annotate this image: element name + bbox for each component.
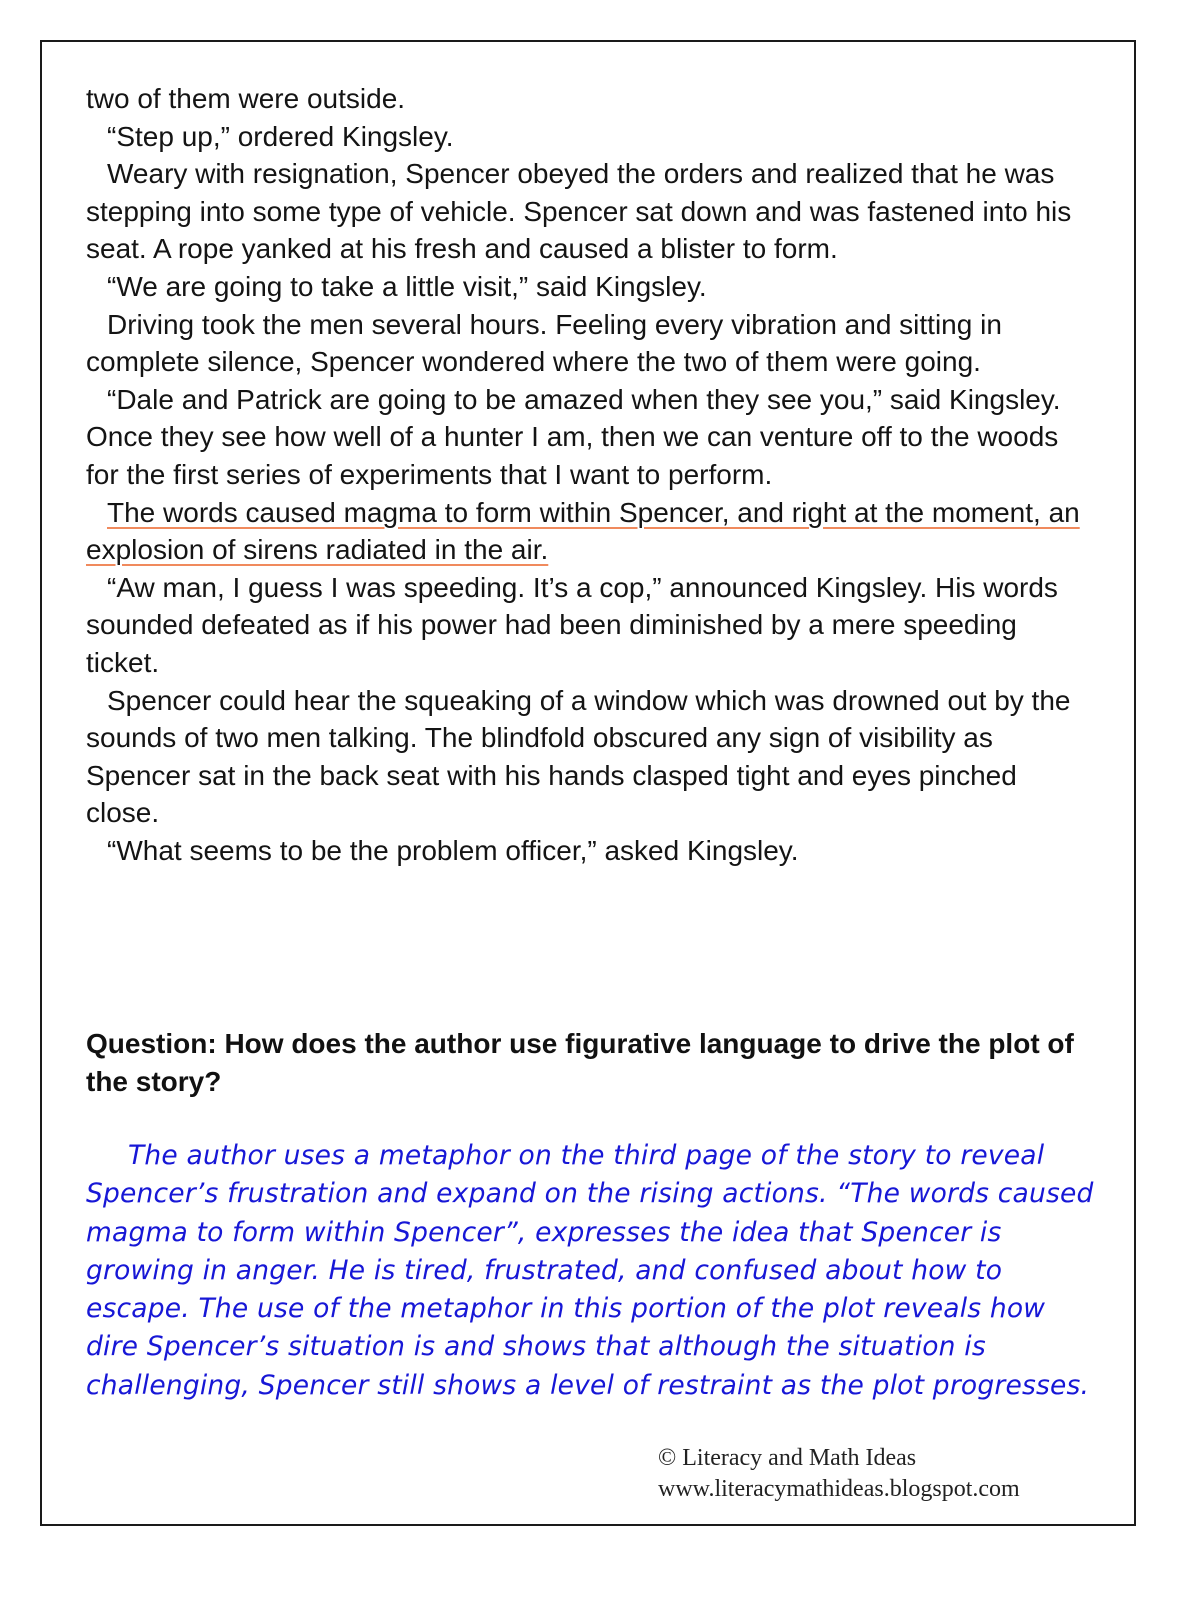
story-paragraph: “We are going to take a little visit,” said Kingsley. [107,270,707,302]
story-paragraph: “What seems to be the problem officer,” asked Kingsley. [107,834,799,866]
metaphor-underline: The words caused magma to form within Spencer, and right at the moment, an explosion of sirens radiated in the air. [86,496,1080,566]
handwritten-answer: The author uses a metaphor on the third page of the story to reveal Spencer’s frustration and expand on the rising actions. “The words caused magma to form within Spencer”, expresses the idea that Spencer is growing in anger. He is tired, frustrated, and confused about how to escape. The use of the metaphor in this portion of the plot reveals how dire Spencer’s situation is and shows that although the situation is challenging, Spencer still shows a level of restraint as the plot progresses. [86,1140,1094,1401]
story-paragraph: Spencer could hear the squeaking of a window which was drowned out by the sounds of two men talking. The blindfold obscured any sign of visibility as Spencer sat in the back seat with his hands clasped tight and eyes pinched close. [86,684,1071,829]
story-paragraph: “Aw man, I guess I was speeding. It’s a cop,” announced Kingsley. His words sounded defeated as if his power had been diminished by a mere speeding ticket. [86,571,1058,678]
story-excerpt [86,80,1096,869]
story-paragraph-highlighted [86,494,1096,569]
story-paragraph: “Dale and Patrick are going to be amazed when they see you,” said Kingsley. Once they see how well of a hunter I am, then we can venture off to the woods for the first series of experiments that I want to perform. [86,383,1061,490]
story-paragraph: Weary with resignation, Spencer obeyed the orders and realized that he was stepping into some type of vehicle. Spencer sat down and was fastened into his seat. A rope yanked at his fresh and caused a blister to form. [86,158,1072,265]
credit-url: www.literacymathideas.blogspot.com [658,1476,1020,1502]
story-paragraph: Driving took the men several hours. Feeling every vibration and sitting in complete silence, Spencer wondered where the two of them were going. [86,308,1002,378]
story-paragraph: “Step up,” ordered Kingsley. [107,120,454,152]
question-heading: Question: How does the author use figurative language to drive the plot of the story? [86,1028,1074,1097]
story-paragraph: two of them were outside. [86,83,406,114]
credit-line: © Literacy and Math Ideas [658,1445,917,1471]
copyright-credit [658,1443,1020,1505]
